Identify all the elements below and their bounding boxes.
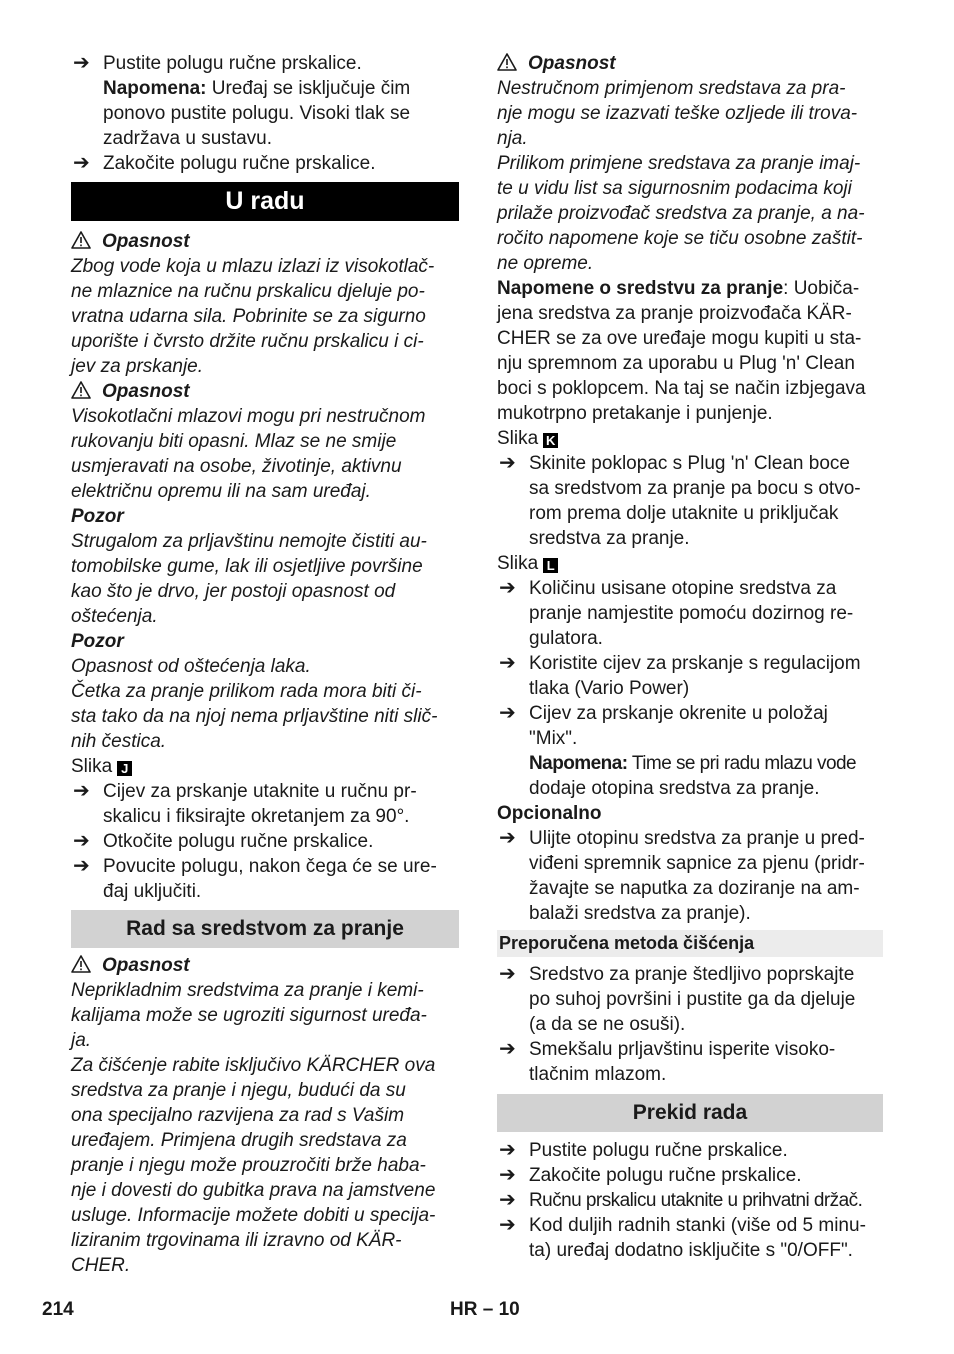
warning-triangle-icon [71, 381, 91, 406]
caution-line: oštećenja. [71, 606, 158, 627]
danger-line: rukovanju biti opasni. Mlaz se ne smije [71, 431, 397, 452]
step-text: Otkočite polugu ručne prskalice. [103, 831, 374, 852]
danger-block [71, 953, 459, 1278]
step-text: (a da se ne osuši). [529, 1014, 686, 1035]
danger-line: Neprikladnim sredstvima za pranje i kemi- [71, 980, 424, 1001]
danger-heading [71, 229, 459, 254]
caution-line: kao što je drvo, jer postoji opasnost od [71, 581, 396, 602]
caution-block [71, 504, 459, 629]
step-text: ta) uređaj dodatno isključite s "0/OFF". [529, 1240, 853, 1261]
note-text: Uređaj se isključuje čim [206, 78, 411, 99]
danger-line: ročito napomene koje se tiču osobne zaštit- [497, 228, 863, 249]
figure-letter-badge: J [117, 761, 132, 776]
step-text: Koristite cijev za prskanje s regulacijom [529, 653, 861, 674]
caution-line: nih čestica. [71, 731, 167, 752]
stop-step-switch-off [497, 1213, 883, 1263]
danger-line: nje mogu se izazvati teške ozljede ili trova- [497, 103, 858, 124]
danger-line: nja. [497, 128, 528, 149]
arrow-right-icon: ➔ [499, 1189, 516, 1211]
arrow-right-icon: ➔ [499, 1164, 516, 1186]
step-text: balaži sredstva za pranje). [529, 903, 751, 924]
arrow-right-icon: ➔ [499, 827, 516, 849]
step-text: Količinu usisane otopine sredstva za [529, 578, 837, 599]
section-title: U radu [71, 182, 459, 221]
caution-line: tomobilske gume, lak ili osjetljive površine [71, 556, 423, 577]
danger-line: Visokotlačni mlazovi mogu pri nestručnom [71, 406, 426, 427]
step-rinse [497, 1037, 883, 1087]
step-text: pranje namjestite pomoću dozirnog re- [529, 603, 854, 624]
danger-line: nje i dovesti do gubitka prava na jamstvene [71, 1180, 436, 1201]
danger-line: vratna udarna sila. Pobrinite se za sigurno [71, 306, 426, 327]
section-code: HR – 10 [450, 1299, 520, 1320]
step-text: Skinite poklopac s Plug 'n' Clean boce [529, 453, 850, 474]
arrow-right-icon: ➔ [499, 702, 516, 724]
danger-line: uporište i čvrsto držite ručnu prskalicu i ci- [71, 331, 424, 352]
arrow-right-icon: ➔ [499, 577, 516, 599]
stop-step-release [497, 1138, 883, 1163]
step-text: sredstva za pranje. [529, 528, 690, 549]
figure-letter-badge: L [543, 558, 558, 573]
note-text: Time se pri radu mlazu vode [627, 753, 857, 774]
note-line [103, 76, 459, 101]
left-column [71, 51, 459, 1278]
caution-line: Opasnost od oštećenja laka. [71, 656, 311, 677]
step-text: Ručnu prskalicu utaknite u prihvatni držač. [529, 1190, 863, 1211]
stop-step-holder [497, 1188, 883, 1213]
note-line: boci s poklopcem. Na taj se način izbjegava [497, 378, 866, 399]
danger-line: Zbog vode koja u mlazu izlazi iz visokotlač- [71, 256, 435, 277]
page-number: 214 [42, 1299, 74, 1320]
danger-line: ne mlaznice na ručnu prskalicu djeluje po- [71, 281, 425, 302]
danger-line: te u vidu list sa sigurnosnim podacima koji [497, 178, 852, 199]
danger-block [71, 379, 459, 504]
note-line: zadržava u sustavu. [103, 128, 272, 149]
step-text: Povucite polugu, nakon čega će se ure- [103, 856, 437, 877]
arrow-right-icon: ➔ [499, 452, 516, 474]
caution-line: Strugalom za prljavštinu nemojte čistiti au- [71, 531, 427, 552]
step-text: Smekšalu prljavštinu isperite visoko- [529, 1039, 836, 1060]
step-text: gulatora. [529, 628, 603, 649]
optional-label: Opcionalno [497, 803, 602, 824]
step-text: Pustite polugu ručne prskalice. [103, 53, 362, 74]
note-text: : Uobiča- [783, 278, 860, 299]
subsection-title: Rad sa sredstvom za pranje [71, 910, 459, 948]
danger-title: Opasnost [528, 53, 616, 74]
right-column [497, 51, 883, 1263]
danger-line: jev za prskanje. [71, 356, 204, 377]
caution-block [71, 629, 459, 754]
note-label: Napomena: [529, 753, 628, 774]
danger-line: Za čišćenje rabite isključivo KÄRCHER ova [71, 1055, 436, 1076]
figure-reference-j [71, 754, 459, 779]
danger-line: kalijama može se ugroziti sigurnost uređa- [71, 1005, 427, 1026]
step-text: viđeni spremnik sapnice za pjenu (pridr- [529, 853, 865, 874]
step-insert-lance [71, 779, 459, 829]
note-line [497, 276, 883, 301]
danger-line: prilaže proizvođač sredstva za pranje, a na- [497, 203, 865, 224]
stop-step-lock [497, 1163, 883, 1188]
figure-reference-l [497, 551, 883, 576]
step-lock-lever [71, 151, 459, 176]
step-text: rom prema dolje utaknite u priključak [529, 503, 839, 524]
danger-line: ne opreme. [497, 253, 594, 274]
caution-line: sta tako da na njoj nema prljavštine niti slič- [71, 706, 438, 727]
note-line: CHER se za ove uređaje mogu kupiti u sta- [497, 328, 862, 349]
arrow-right-icon: ➔ [73, 830, 90, 852]
note-line: dodaje otopina sredstva za pranje. [529, 778, 820, 799]
danger-line: CHER. [71, 1255, 131, 1276]
warning-triangle-icon [71, 955, 91, 980]
danger-title: Opasnost [102, 231, 190, 252]
step-text: Pustite polugu ručne prskalice. [529, 1140, 788, 1161]
step-text: tlaka (Vario Power) [529, 678, 690, 699]
note-line [529, 751, 883, 776]
step-spray-detergent [497, 962, 883, 1037]
caution-line: Četka za pranje prilikom rada mora biti či- [71, 681, 422, 702]
warning-triangle-icon [71, 231, 91, 256]
figure-label: Slika [497, 428, 539, 449]
danger-line: usmjeravati na osobe, životinje, aktivnu [71, 456, 402, 477]
danger-line: električnu opremu ili na sam uređaj. [71, 481, 371, 502]
step-pull-lever [71, 854, 459, 904]
arrow-right-icon: ➔ [73, 52, 90, 74]
danger-line: usluge. Informacije možete dobiti u specija- [71, 1205, 436, 1226]
danger-line: sredstva za pranje i njegu, budući da su [71, 1080, 406, 1101]
warning-triangle-icon [497, 53, 517, 78]
danger-title: Opasnost [102, 955, 190, 976]
step-text: Zakočite polugu ručne prskalice. [103, 153, 376, 174]
caution-title: Pozor [71, 506, 124, 527]
note-line: nju spremnom za uporabu u Plug 'n' Clean [497, 353, 855, 374]
arrow-right-icon: ➔ [73, 780, 90, 802]
arrow-right-icon: ➔ [499, 1139, 516, 1161]
step-release-lever [71, 51, 459, 151]
step-text: Ulijte otopinu sredstva za pranje u pred- [529, 828, 865, 849]
figure-reference-k [497, 426, 883, 451]
step-text: Kod duljih radnih stanki (više od 5 minu- [529, 1215, 866, 1236]
note-line: mukotrpno pretakanje i punjenje. [497, 403, 773, 424]
figure-letter-badge: K [543, 433, 558, 448]
danger-line: ona specijalno razvijena za rad s Vašim [71, 1105, 405, 1126]
arrow-right-icon: ➔ [499, 652, 516, 674]
step-unlock-lever [71, 829, 459, 854]
step-text: sa sredstvom za pranje pa bocu s otvo- [529, 478, 861, 499]
caution-title: Pozor [71, 631, 124, 652]
note-line: jena sredstva za pranje proizvođača KÄR- [497, 303, 852, 324]
step-fill-foam-tank [497, 826, 883, 926]
step-turn-to-mix [497, 701, 883, 801]
note-label: Napomena: [103, 78, 207, 99]
note-label: Napomene o sredstvu za pranje [497, 278, 784, 299]
danger-line: pranje i njegu može prouzročiti brže haba- [71, 1155, 426, 1176]
danger-line: Prilikom primjene sredstava za pranje imaj- [497, 153, 861, 174]
danger-line: uređajem. Primjena drugih sredstava za [71, 1130, 407, 1151]
figure-label: Slika [497, 553, 539, 574]
step-text: skalicu i fiksirajte okretanjem za 90°. [103, 806, 410, 827]
danger-block [497, 51, 883, 276]
step-text: đaj uključiti. [103, 881, 202, 902]
step-set-dosage [497, 576, 883, 651]
arrow-right-icon: ➔ [499, 963, 516, 985]
step-text: žavajte se naputka za doziranje na am- [529, 878, 860, 899]
step-text: po suhoj površini i pustite ga da djeluje [529, 989, 856, 1010]
step-text: tlačnim mlazom. [529, 1064, 667, 1085]
step-text: "Mix". [529, 728, 578, 749]
danger-heading [497, 51, 883, 76]
danger-heading [71, 953, 459, 978]
danger-line: ja. [71, 1030, 92, 1051]
stop-title: Prekid rada [497, 1094, 883, 1132]
detergent-note [497, 276, 883, 426]
arrow-right-icon: ➔ [499, 1038, 516, 1060]
figure-label: Slika [71, 756, 113, 777]
step-text: Sredstvo za pranje štedljivo poprskajte [529, 964, 855, 985]
step-remove-cap [497, 451, 883, 551]
danger-title: Opasnost [102, 381, 190, 402]
danger-line: Nestručnom primjenom sredstava za pra- [497, 78, 846, 99]
arrow-right-icon: ➔ [73, 855, 90, 877]
danger-heading [71, 379, 459, 404]
step-use-vario-power [497, 651, 883, 701]
step-text: Zakočite polugu ručne prskalice. [529, 1165, 802, 1186]
arrow-right-icon: ➔ [73, 152, 90, 174]
step-text: Cijev za prskanje okrenite u položaj [529, 703, 828, 724]
arrow-right-icon: ➔ [499, 1214, 516, 1236]
danger-block [71, 229, 459, 379]
method-title: Preporučena metoda čišćenja [497, 930, 883, 957]
danger-line: liziranim trgovinama ili izravno od KÄR- [71, 1230, 402, 1251]
note-line: ponovo pustite polugu. Visoki tlak se [103, 103, 411, 124]
step-text: Cijev za prskanje utaknite u ručnu pr- [103, 781, 417, 802]
